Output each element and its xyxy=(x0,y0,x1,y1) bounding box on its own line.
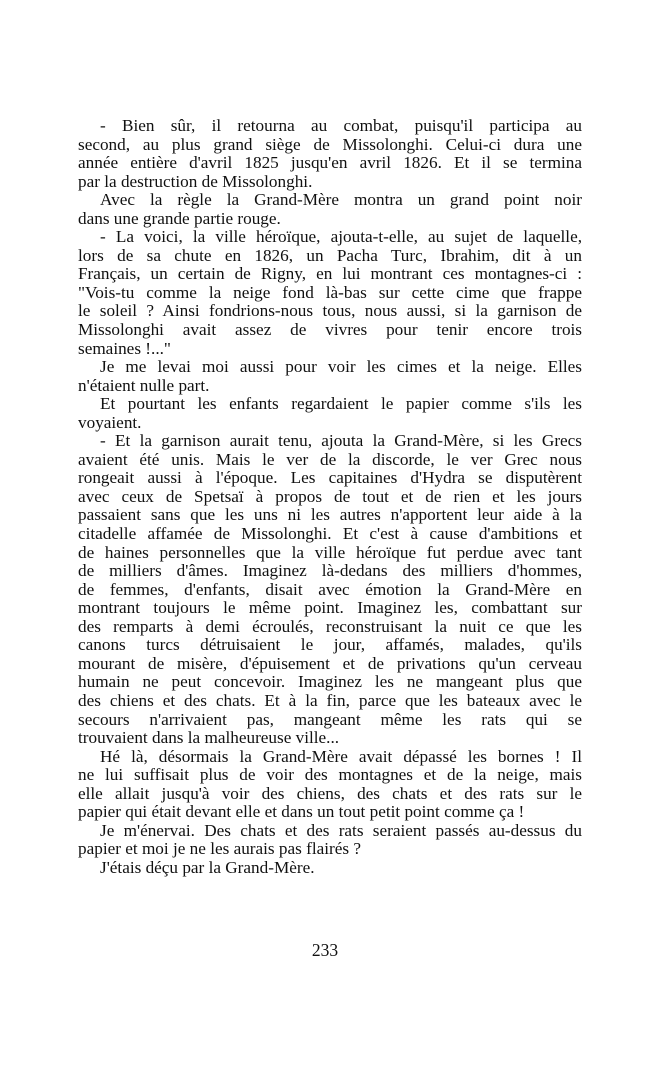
body-text xyxy=(78,117,582,877)
text-line: lors de sa chute en 1826, un Pacha Turc, Ibrahim, dit à un xyxy=(78,245,582,265)
text-line: J'étais déçu par la Grand-Mère. xyxy=(100,857,315,877)
text-line: canons turcs détruisaient le jour, affamés, malades, qu'ils xyxy=(78,635,582,655)
paragraph xyxy=(78,358,582,395)
text-line: dans une grande partie rouge. xyxy=(78,208,281,228)
text-line: de femmes, d'enfants, disait avec émotion la Grand-Mère en xyxy=(78,579,582,599)
text-line: humain ne peut concevoir. Imaginez les ne mangeant plus que xyxy=(78,672,582,692)
text-line: avaient été unis. Mais le ver de la discorde, le ver Grec nous xyxy=(78,449,582,469)
text-line: second, au plus grand siège de Missolonghi. Celui-ci dura une xyxy=(78,134,582,154)
text-line: - Bien sûr, il retourna au combat, puisqu'il participa au xyxy=(100,116,582,135)
text-line: le soleil ? Ainsi fondrions-nous tous, nous aussi, si la garnison de xyxy=(78,301,582,321)
text-line: - La voici, la ville héroïque, ajouta-t-elle, au sujet de laquelle, xyxy=(100,227,582,247)
text-line: voyaient. xyxy=(78,412,142,432)
page-number: 233 xyxy=(311,940,339,960)
text-line: passaient sans que les uns ni les autres n'apportent leur aide à la xyxy=(78,505,582,525)
paragraph xyxy=(78,822,582,859)
paragraph xyxy=(78,395,582,432)
text-line: semaines !..." xyxy=(78,338,171,358)
text-line: citadelle affamée de Missolonghi. Et c'est à cause d'ambitions et xyxy=(78,524,582,544)
text-line: - Et la garnison aurait tenu, ajouta la Grand-Mère, si les Grecs xyxy=(100,431,582,451)
paragraph xyxy=(78,228,582,358)
text-line: des chiens et des chats. Et à la fin, parce que les bateaux avec le xyxy=(78,690,582,710)
paragraph xyxy=(78,859,582,878)
text-line: trouvaient dans la malheureuse ville... xyxy=(78,728,340,748)
text-line: papier qui était devant elle et dans un tout petit point comme ça ! xyxy=(78,802,525,822)
text-line: papier et moi je ne les aurais pas flairés ? xyxy=(78,839,361,859)
text-line: Et pourtant les enfants regardaient le papier comme s'ils les xyxy=(100,394,582,414)
text-line: Français, un certain de Rigny, en lui montrant ces montagnes-ci : xyxy=(78,264,582,284)
text-line: des remparts à demi écroulés, reconstruisant la nuit ce que les xyxy=(78,616,582,636)
text-line: avec ceux de Spetsaï à propos de tout et de rien et les jours xyxy=(78,486,582,506)
text-line: ne lui suffisait plus de voir des montagnes et de la neige, mais xyxy=(78,765,582,785)
paragraph xyxy=(78,432,582,747)
text-line: "Vois-tu comme la neige fond là-bas sur cette cime que frappe xyxy=(78,282,582,302)
text-line: montrant toujours le même point. Imaginez les, combattant sur xyxy=(78,598,582,618)
text-line: elle allait jusqu'à voir des chiens, des chats et des rats sur le xyxy=(78,783,582,803)
text-line: Avec la règle la Grand-Mère montra un grand point noir xyxy=(100,190,582,210)
paragraph xyxy=(78,191,582,228)
text-line: de haines personnelles que la ville héroïque fut perdue avec tant xyxy=(78,542,582,562)
text-line: année entière d'avril 1825 jusqu'en avril 1826. Et il se termina xyxy=(78,153,582,173)
text-line: n'étaient nulle part. xyxy=(78,375,210,395)
text-line: mourant de misère, d'épuisement et de privations qu'un cerveau xyxy=(78,653,582,673)
text-line: Missolonghi avait assez de vivres pour tenir encore trois xyxy=(78,320,582,340)
paragraph xyxy=(78,748,582,822)
text-line: rongeait aussi à l'époque. Les capitaines d'Hydra se disputèrent xyxy=(78,468,582,488)
text-line: par la destruction de Missolonghi. xyxy=(78,171,313,191)
paragraph xyxy=(78,117,582,191)
text-line: Je me levai moi aussi pour voir les cimes et la neige. Elles xyxy=(100,357,582,377)
text-line: de milliers d'âmes. Imaginez là-dedans des milliers d'hommes, xyxy=(78,561,582,581)
text-line: Hé là, désormais la Grand-Mère avait dépassé les bornes ! Il xyxy=(100,746,582,766)
text-line: secours n'arrivaient pas, mangeant même les rats qui se xyxy=(78,709,582,729)
text-line: Je m'énervai. Des chats et des rats seraient passés au-dessus du xyxy=(100,820,582,840)
